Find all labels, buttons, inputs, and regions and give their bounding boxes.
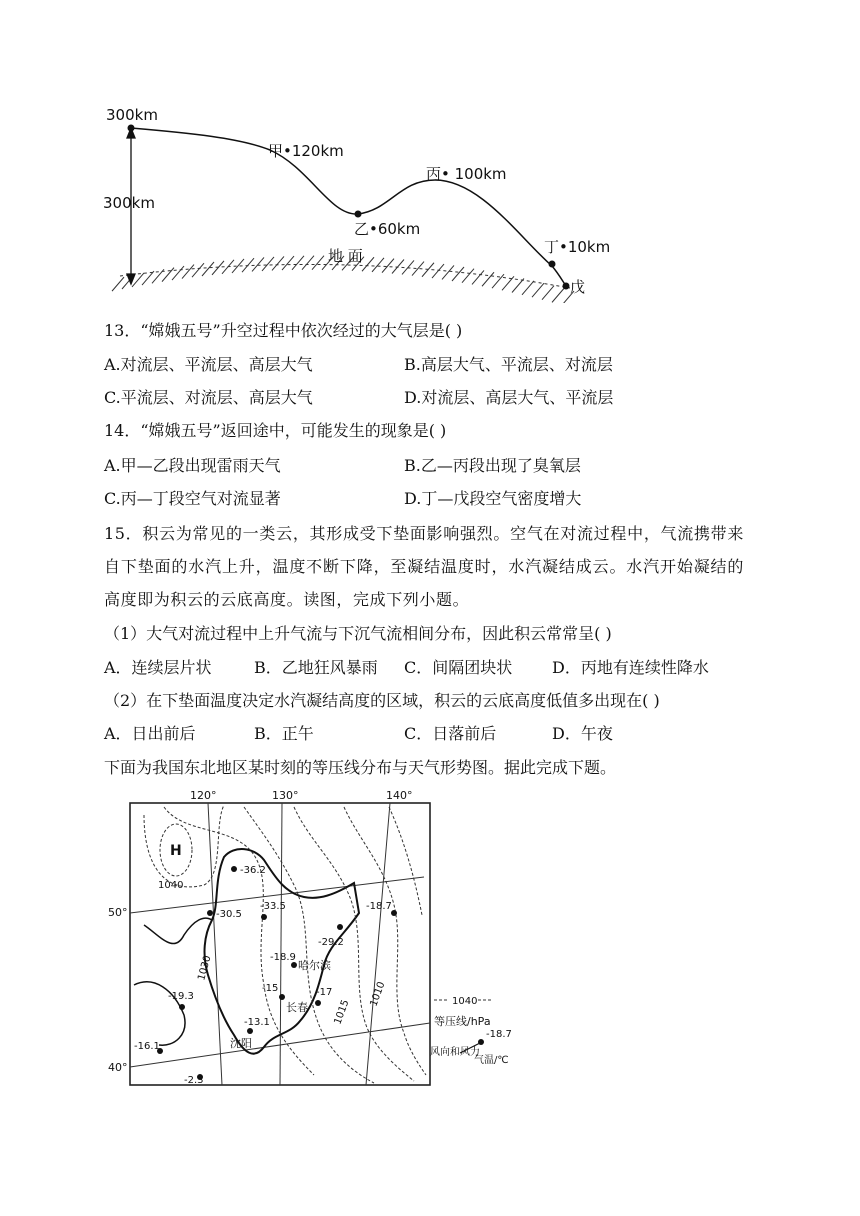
hatch-line xyxy=(282,256,294,270)
q15-sub1-option-a[interactable]: A．连续层片状 xyxy=(104,658,212,677)
q15-sub1-option-b[interactable]: B．乙地狂风暴雨 xyxy=(254,658,378,677)
q13-option-c[interactable]: C.平流层、对流层、高层大气 xyxy=(104,388,313,407)
map-legend xyxy=(430,996,512,1066)
hatch-line xyxy=(262,257,274,271)
coast-line xyxy=(134,918,212,1045)
altitude-span-label: 300km xyxy=(103,194,155,212)
isobar-1040: 1040 xyxy=(158,880,184,891)
q14-stem: 14．“嫦娥五号”返回途中，可能发生的现象是( ) xyxy=(104,421,447,440)
lon-120: 120° xyxy=(190,789,217,802)
temp-3: -33.5 xyxy=(260,901,286,912)
hatch-line xyxy=(512,278,524,292)
q14-option-d[interactable]: D.丁—戊段空气密度增大 xyxy=(404,489,582,508)
hatch-line xyxy=(292,256,304,270)
hatch-line xyxy=(482,272,494,286)
hatch-line xyxy=(432,264,444,278)
hatch-line xyxy=(542,286,554,300)
lon-130: 130° xyxy=(272,789,299,802)
legend-temp-sample: -18.7 xyxy=(486,1029,512,1040)
q15-sub1-option-c[interactable]: C．间隔团块状 xyxy=(404,658,513,677)
q15-sub2-stem: （2）在下垫面温度决定水汽凝结高度的区域，积云的云底高度低值多出现在( ) xyxy=(104,691,660,710)
lon-140: 140° xyxy=(386,789,413,802)
isobar-1030: 1030 xyxy=(196,954,214,982)
temp-10: -13.1 xyxy=(244,1017,270,1028)
point-yi-label: 乙•60km xyxy=(354,220,421,238)
lat-50: 50° xyxy=(108,906,128,919)
hatch-line xyxy=(502,276,514,290)
point-wu-dot xyxy=(563,283,570,290)
altitude-top-label: 300km xyxy=(106,106,158,124)
ground-label: 地 面 xyxy=(328,247,363,265)
q15-sub2-option-c[interactable]: C．日落前后 xyxy=(404,724,497,743)
q13-option-a[interactable]: A.对流层、平流层、高层大气 xyxy=(104,355,313,374)
hatch-line xyxy=(452,267,464,281)
hatch-line xyxy=(312,256,324,270)
hatch-line xyxy=(392,259,404,273)
point-start xyxy=(128,125,135,132)
isobars xyxy=(144,805,426,1083)
city-shenyang: 沈阳 xyxy=(230,1037,252,1050)
point-ding-dot xyxy=(549,261,556,268)
hatch-line xyxy=(362,257,374,271)
high-pressure-label: H xyxy=(170,843,182,859)
temp-5: -29.2 xyxy=(318,937,344,948)
temp-8: -17 xyxy=(316,987,333,998)
trajectory-figure xyxy=(100,98,620,303)
q13-option-b[interactable]: B.高层大气、平流层、对流层 xyxy=(404,355,613,374)
point-ding-label: 丁•10km xyxy=(544,238,611,256)
hatch-line xyxy=(532,283,544,297)
hatch-line xyxy=(442,265,454,279)
hatch-line xyxy=(382,259,394,273)
map-intro: 下面为我国东北地区某时刻的等压线分布与天气形势图。据此完成下题。 xyxy=(104,758,617,777)
isobar-map xyxy=(104,785,524,1090)
q14-option-a[interactable]: A.甲—乙段出现雷雨天气 xyxy=(104,456,281,475)
temp-4: -18.7 xyxy=(366,901,392,912)
city-harbin: 哈尔滨 xyxy=(298,959,331,972)
hatch-line xyxy=(302,256,314,270)
isobar-1010: 1010 xyxy=(368,980,388,1009)
point-yi-dot xyxy=(355,211,362,218)
hatch-line xyxy=(252,257,264,271)
lat-40: 40° xyxy=(108,1061,128,1074)
legend-wind-text: 风向和风力 xyxy=(430,1047,480,1058)
point-wu-label: 戊 xyxy=(570,278,586,296)
legend-isobar-text: 等压线/hPa xyxy=(434,1015,491,1028)
isobar-1015: 1015 xyxy=(332,998,352,1027)
temp-7: -15 xyxy=(262,983,279,994)
hatch-line xyxy=(472,270,484,284)
q14-option-c[interactable]: C.丙—丁段空气对流显著 xyxy=(104,489,281,508)
hatch-line xyxy=(522,281,534,295)
temp-1: -36.2 xyxy=(240,865,266,876)
legend-isobar-sample: 1040 xyxy=(452,996,478,1007)
hatch-line xyxy=(552,288,564,302)
q15-sub2-option-b[interactable]: B．正午 xyxy=(254,724,314,743)
hatch-line xyxy=(372,258,384,272)
stations xyxy=(134,865,397,1086)
temp-2: -30.5 xyxy=(216,909,242,920)
q13-stem: 13．“嫦娥五号”升空过程中依次经过的大气层是( ) xyxy=(104,321,463,340)
hatch-line xyxy=(272,256,284,270)
hatch-line xyxy=(462,269,474,283)
q15-sub2-option-d[interactable]: D．午夜 xyxy=(552,724,613,743)
q15-sub2-option-a[interactable]: A．日出前后 xyxy=(104,724,196,743)
temp-6: -18.9 xyxy=(270,952,296,963)
q13-option-d[interactable]: D.对流层、高层大气、平流层 xyxy=(404,388,614,407)
point-bing-label: 丙• 100km xyxy=(426,165,507,183)
q15-intro: 15．积云为常见的一类云，其形成受下垫面影响强烈。空气在对流过程中，气流携带来自下垫面的水汽上升，温度不断下降，至凝结温度时，水汽凝结成云。水汽开始凝结的高度即为积云的云底高度。读图，完成下列小题。 xyxy=(104,524,744,609)
q15-sub1-option-d[interactable]: D．丙地有连续性降水 xyxy=(552,658,709,677)
point-jia-label: 甲•120km xyxy=(268,142,344,160)
legend-temp-text: 气温/℃ xyxy=(474,1055,509,1066)
q14-option-b[interactable]: B.乙—丙段出现了臭氧层 xyxy=(404,456,581,475)
temp-12: -2.3 xyxy=(184,1075,204,1086)
temp-11: -16.1 xyxy=(134,1041,160,1052)
city-changchun: 长春 xyxy=(286,1001,308,1014)
temp-9: -19.3 xyxy=(168,991,194,1002)
q15-sub1-stem: （1）大气对流过程中上升气流与下沉气流相间分布，因此积云常常呈( ) xyxy=(104,624,612,643)
